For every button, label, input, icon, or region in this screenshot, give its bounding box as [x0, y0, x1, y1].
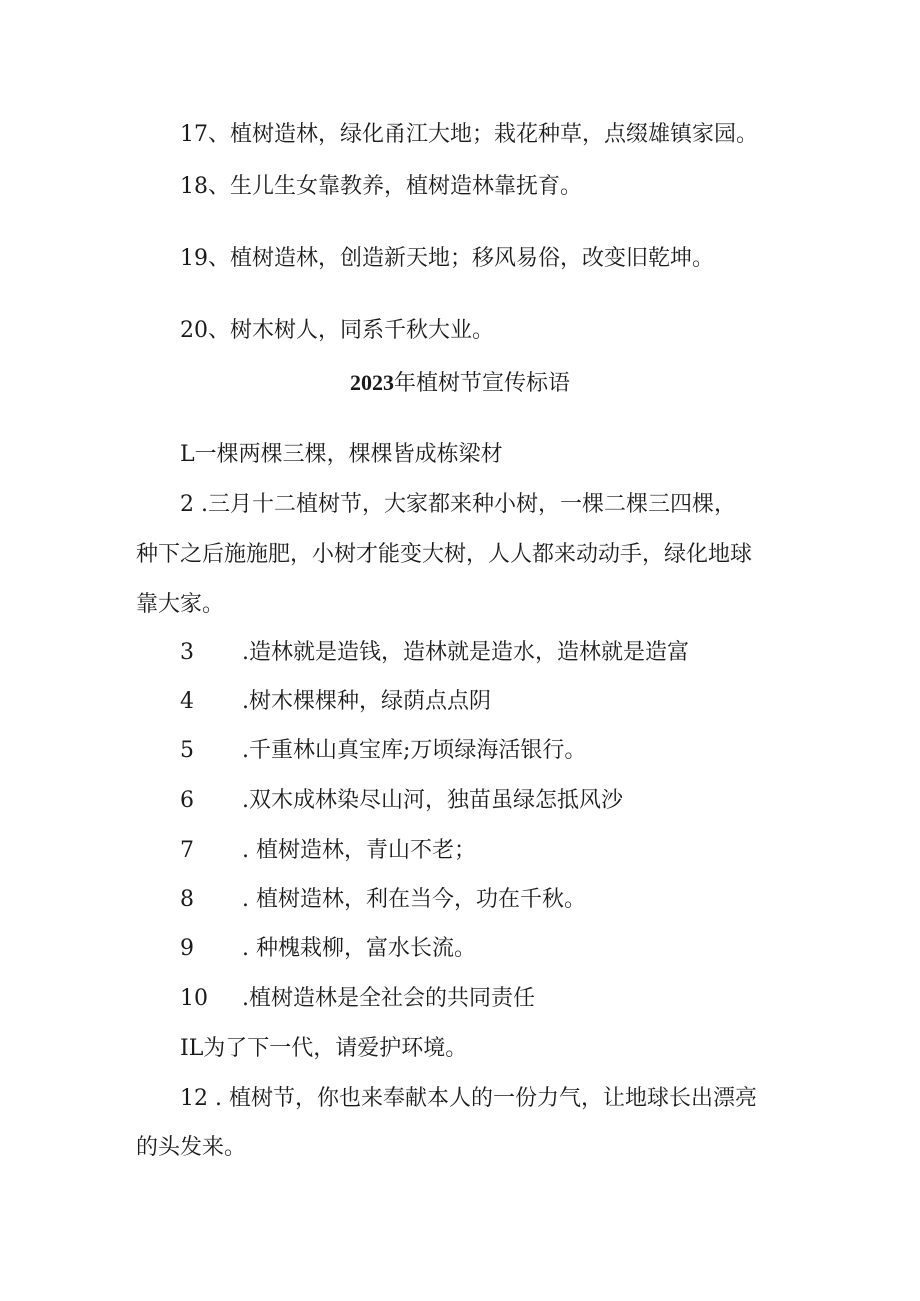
slogan-item-9	[180, 934, 476, 964]
slogan-item-5	[180, 736, 586, 766]
slogan-item-8	[180, 885, 586, 915]
slogan-item-20: 20、树木树人，同系千秋大业。	[180, 318, 494, 343]
slogan-item-11: IL为了下一代，请爱护环境。	[180, 1036, 468, 1061]
section-title-year: 2023	[349, 370, 394, 395]
slogan-item-7	[180, 836, 476, 866]
item-text: .造林就是造钱，造林就是造水，造林就是造富	[242, 640, 689, 665]
slogan-item-19: 19、植树造林，创造新天地；移风易俗，改变旧乾坤。	[180, 246, 714, 271]
item-number: 3	[180, 640, 194, 665]
item-text: .树木棵棵种，绿荫点点阴	[242, 689, 491, 714]
slogan-item-18: 18、生儿生女靠教养，植树造林靠抚育。	[180, 174, 582, 199]
item-text: . 植树造林，青山不老；	[242, 838, 476, 863]
slogan-item-4	[180, 687, 491, 717]
slogan-item-2-line-1: 2 .三月十二植树节，大家都来种小树，一棵二棵三四棵，	[180, 492, 736, 517]
item-number: 9	[180, 936, 194, 961]
slogan-item-1: L一棵两棵三棵，棵棵皆成栋梁材	[180, 442, 503, 467]
item-number: 10	[180, 986, 208, 1011]
slogan-item-12-line-2: 的头发来。	[136, 1135, 247, 1160]
slogan-item-6	[180, 786, 623, 816]
slogan-item-10	[180, 984, 535, 1014]
slogan-item-2-line-2: 种下之后施施肥，小树才能变大树，人人都来动动手，绿化地球	[136, 542, 753, 567]
item-number: 8	[180, 887, 194, 912]
item-text: . 植树造林，利在当今，功在千秋。	[242, 887, 586, 912]
item-number: 4	[180, 689, 194, 714]
section-title	[0, 368, 920, 399]
section-title-text: 年植树节宣传标语	[393, 371, 570, 396]
item-text: .植树造林是全社会的共同责任	[242, 986, 535, 1011]
slogan-item-3	[180, 638, 689, 668]
item-text: . 种槐栽柳，富水长流。	[242, 936, 476, 961]
item-number: 6	[180, 788, 194, 813]
slogan-item-2-line-3: 靠大家。	[136, 592, 225, 617]
item-number: 7	[180, 838, 194, 863]
slogan-item-17: 17、植树造林，绿化甬江大地；栽花种草，点缀雄镇家园。	[180, 122, 758, 147]
item-text: .双木成林染尽山河，独苗虽绿怎抵风沙	[242, 788, 623, 813]
slogan-item-12-line-1: 12 . 植树节，你也来奉献本人的一份力气，让地球长出漂亮	[180, 1086, 757, 1111]
item-text: .千重林山真宝库;万顷绿海活银行。	[242, 738, 587, 763]
item-number: 5	[180, 738, 194, 763]
